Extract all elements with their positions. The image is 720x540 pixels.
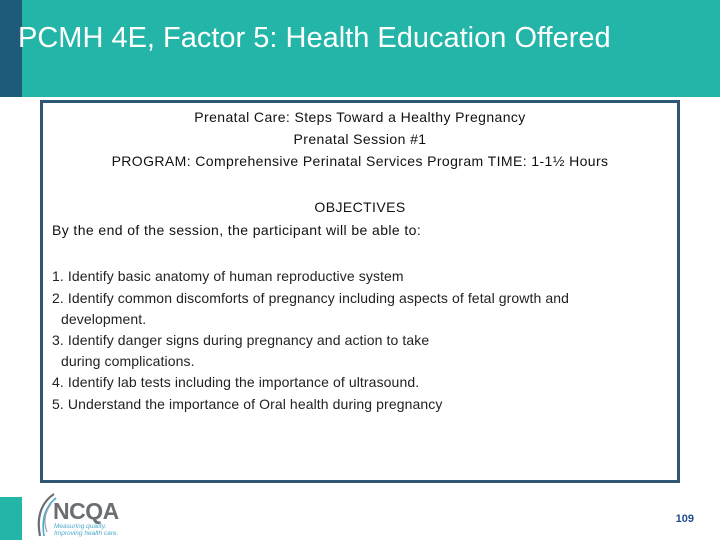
objective-continuation: development. xyxy=(61,311,147,327)
objective-text: 2. Identify common discomforts of pregnancy including aspects of fetal growth and xyxy=(52,290,570,306)
objectives-title: OBJECTIVES xyxy=(314,199,406,215)
slide-title: PCMH 4E, Factor 5: Health Education Offered xyxy=(18,22,611,54)
objective-continuation: during complications. xyxy=(61,353,195,369)
objective-item xyxy=(52,393,652,415)
objective-text: 4. Identify lab tests including the importance of ultrasound. xyxy=(52,374,420,390)
page-number: 109 xyxy=(675,513,694,525)
ncqa-logo xyxy=(34,492,130,540)
objective-list xyxy=(52,265,652,415)
objective-item xyxy=(52,329,652,371)
objectives-intro: By the end of the session, the participant will be able to: xyxy=(52,222,422,238)
session-number: Prenatal Session #1 xyxy=(293,131,427,147)
footer-accent xyxy=(0,497,22,540)
objective-text: 5. Understand the importance of Oral health during pregnancy xyxy=(52,396,443,412)
session-heading xyxy=(43,106,677,172)
objective-text: 1. Identify basic anatomy of human reproductive system xyxy=(52,268,404,284)
content-box xyxy=(40,100,680,483)
ncqa-tagline: Measuring quality. Improving health care. xyxy=(54,523,119,537)
ncqa-logo-text: NCQA xyxy=(53,498,119,524)
objective-text: 3. Identify danger signs during pregnancy and action to take xyxy=(52,332,430,348)
objective-item xyxy=(52,371,652,393)
session-title: Prenatal Care: Steps Toward a Healthy Pregnancy xyxy=(194,109,526,125)
program-line: PROGRAM: Comprehensive Perinatal Services Program TIME: 1-1½ Hours xyxy=(111,153,609,169)
objective-item xyxy=(52,287,652,329)
objective-item xyxy=(52,265,652,287)
